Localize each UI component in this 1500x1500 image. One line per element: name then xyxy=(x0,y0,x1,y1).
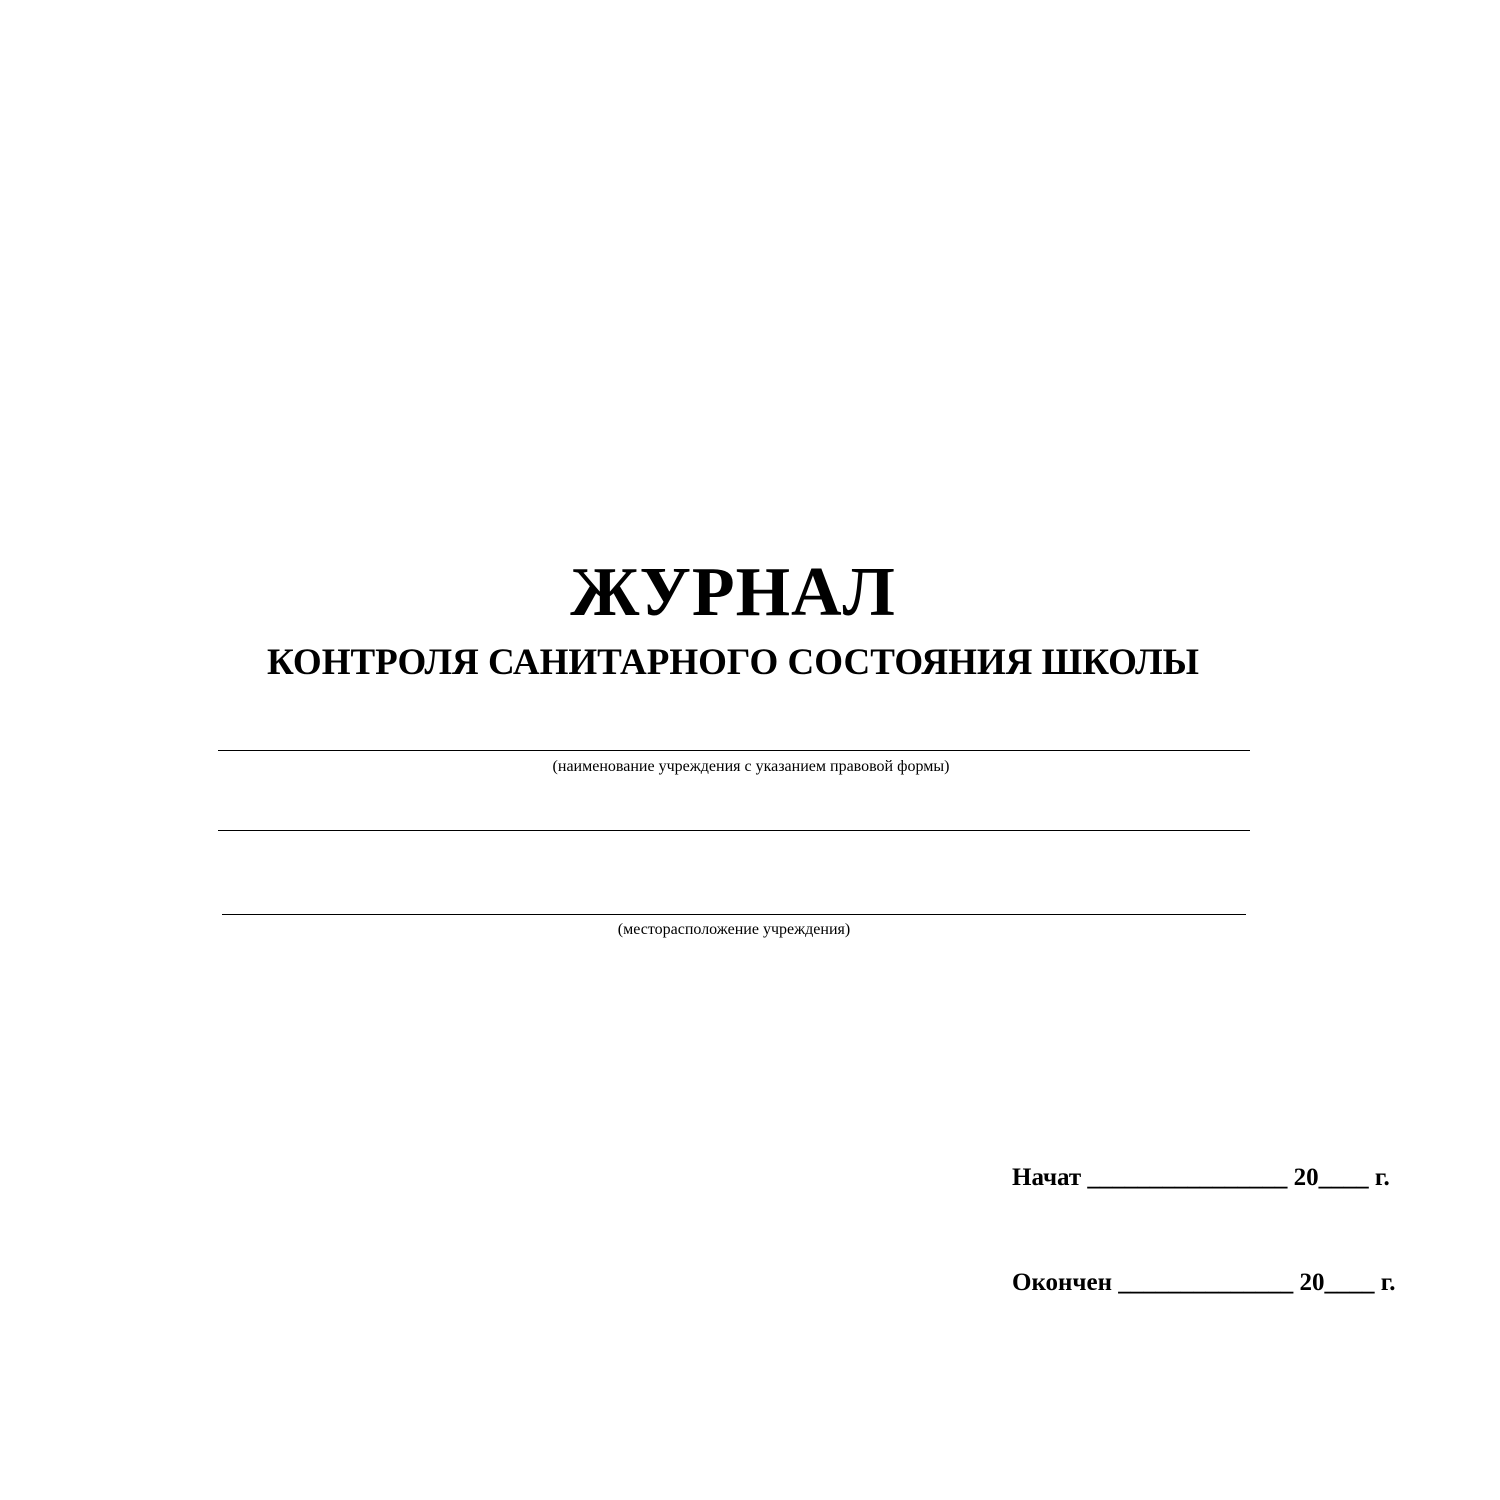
started-date-line: Начат ________________ 20____ г. xyxy=(1012,1164,1390,1191)
finished-date-line: Окончен ______________ 20____ г. xyxy=(1012,1269,1396,1296)
date-block xyxy=(1012,1090,1396,1335)
document-subtitle: КОНТРОЛЯ САНИТАРНОГО СОСТОЯНИЯ ШКОЛЫ xyxy=(267,642,1199,683)
document-title: ЖУРНАЛ xyxy=(570,554,896,631)
institution-name-line xyxy=(218,750,1250,751)
location-caption: (месторасположение учреждения) xyxy=(617,921,851,938)
institution-name-caption: (наименование учреждения с указанием правовой формы) xyxy=(552,758,950,775)
institution-name-line-2 xyxy=(218,830,1250,831)
location-line xyxy=(222,914,1246,915)
